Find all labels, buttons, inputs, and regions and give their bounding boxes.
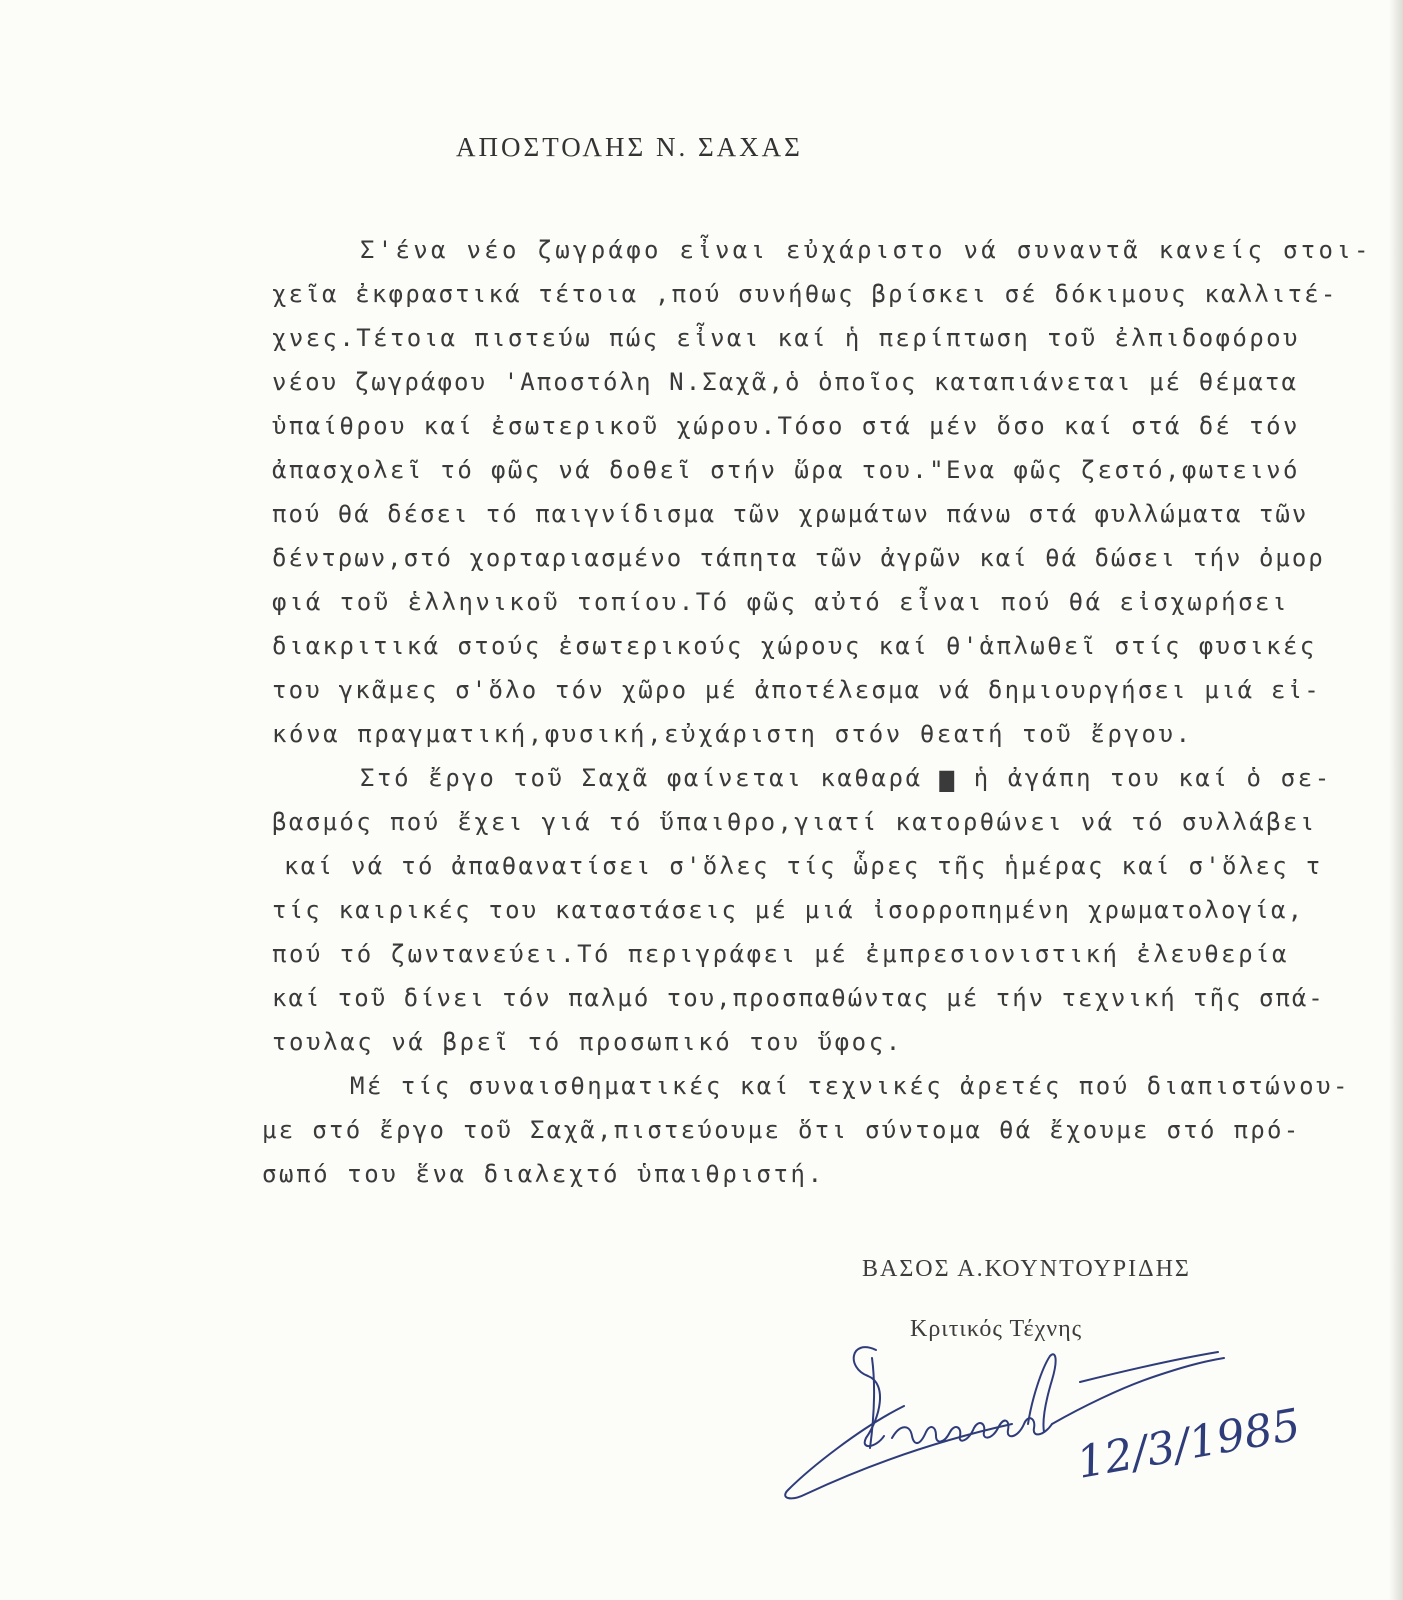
body-line: καί τοῦ δίνει τόν παλμό του,προσπαθώντας μέ τήν τεχνική τῆς σπά- xyxy=(272,984,1325,1012)
body-line: δέντρων,στό χορταριασμένο τάπητα τῶν ἀγρῶν καί θά δώσει τήν ὀμορ xyxy=(272,544,1325,572)
body-line: τίς καιρικές του καταστάσεις μέ μιά ἰσορροπημένη χρωματολογία, xyxy=(272,896,1305,924)
body-line: κόνα πραγματική,φυσική,εὐχάριστη στόν θεατή τοῦ ἔργου. xyxy=(272,720,1193,748)
body-line: φιά τοῦ ἑλληνικοῦ τοπίου.Τό φῶς αὐτό εἶναι πού θά εἰσχωρήσει xyxy=(272,588,1289,616)
body-line: ἀπασχολεῖ τό φῶς νά δοθεῖ στήν ὥρα του."Ενα φῶς ζεστό,φωτεινό xyxy=(272,456,1300,484)
body-line: σωπό του ἕνα διαλεχτό ὑπαιθριστή. xyxy=(262,1160,825,1188)
body-line: Στό ἔργο τοῦ Σαχᾶ φαίνεται καθαρά ▆ ἡ ἀγάπη του καί ὁ σε- xyxy=(360,764,1332,792)
body-line: πού θά δέσει τό παιγνίδισμα τῶν χρωμάτων πάνω στά φυλλώματα τῶν xyxy=(272,500,1309,528)
body-line: Μέ τίς συναισθηματικές καί τεχνικές ἀρετές πού διαπιστώνου- xyxy=(350,1072,1351,1100)
body-line: ὑπαίθρου καί ἐσωτερικοῦ χώρου.Τόσο στά μέν ὅσο καί στά δέ τόν xyxy=(272,412,1300,440)
body-line: του γκᾶμες σ'ὅλο τόν χῶρο μέ ἀποτέλεσμα νά δημιουργήσει μιά εἰ- xyxy=(272,676,1321,704)
body-line: βασμός πού ἔχει γιά τό ὕπαιθρο,γιατί κατορθώνει νά τό συλλάβει xyxy=(272,808,1317,836)
body-line: χεῖα ἐκφραστικά τέτοια ,πού συνήθως βρίσκει σέ δόκιμους καλλιτέ- xyxy=(272,280,1338,308)
body-line: χνες.Τέτοια πιστεύω πώς εἶναι καί ἡ περίπτωση τοῦ ἐλπιδοφόρου xyxy=(272,324,1300,352)
body-line: καί νά τό ἀπαθανατίσει σ'ὅλες τίς ὧρες τῆς ἡμέρας καί σ'ὅλες τ xyxy=(284,852,1323,880)
signature-date: 12/3/1985 xyxy=(1073,1399,1305,1489)
body-line: με στό ἔργο τοῦ Σαχᾶ,πιστεύουμε ὅτι σύντομα θά ἔχουμε στό πρό- xyxy=(262,1116,1301,1144)
handwritten-signature xyxy=(780,1328,1305,1528)
signer-role: Κριτικός Τέχνης xyxy=(910,1316,1083,1342)
body-line: πού τό ζωντανεύει.Τό περιγράφει μέ ἐμπρεσιονιστική ἐλευθερία xyxy=(272,940,1289,968)
document-title: ΑΠΟΣΤΟΛΗΣ Ν. ΣΑΧΑΣ xyxy=(456,132,803,162)
body-line: διακριτικά στούς ἐσωτερικούς χώρους καί θ'ἁπλωθεῖ στίς φυσικές xyxy=(272,632,1317,660)
body-line: τουλας νά βρεῖ τό προσωπικό του ὕφος. xyxy=(272,1028,903,1056)
body-line: νέου ζωγράφου 'Αποστόλη Ν.Σαχᾶ,ὁ ὁποῖος καταπιάνεται μέ θέματα xyxy=(272,368,1299,396)
page-edge-shadow xyxy=(1389,0,1403,1600)
body-line: Σ'ένα νέο ζωγράφο εἶναι εὐχάριστο νά συναντᾶ κανείς στοι- xyxy=(360,236,1372,264)
signer-name: ΒΑΣΟΣ Α.ΚΟΥΝΤΟΥΡΙΔΗΣ xyxy=(862,1256,1191,1282)
